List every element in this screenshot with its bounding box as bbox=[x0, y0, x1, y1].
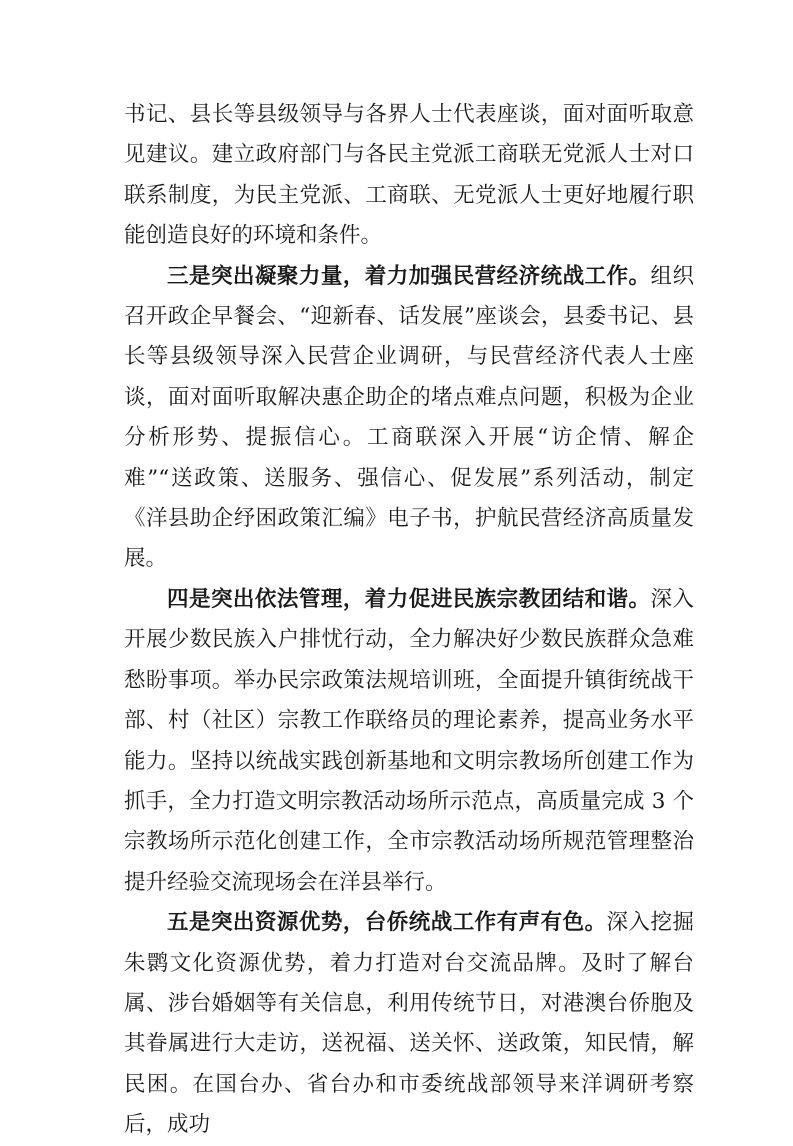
paragraph-body: 书记、县长等县级领导与各界人士代表座谈，面对面听取意见建议。建立政府部门与各民主党派工商联无党派人士对口联系制度，为民主党派、工商联、无党派人士更好地履行职能创造良好的环境和条件。 bbox=[124, 102, 694, 249]
paragraph-taiwan-overseas bbox=[124, 903, 694, 1145]
paragraph-ethnic-religious bbox=[124, 580, 694, 903]
paragraph-lead-heading: 三是突出凝聚力量，着力加强民营经济统战工作。 bbox=[167, 263, 651, 289]
document-body bbox=[124, 95, 694, 1146]
paragraph-private-economy bbox=[124, 257, 694, 580]
paragraph-body: 组织召开政企早餐会、“迎新春、话发展”座谈会，县委书记、县长等县级领导深入民营企业调研，与民营经济代表人士座谈，面对面听取解决惠企助企的堵点难点问题，积极为企业分析形势、提振信心。工商联深入开展“访企情、解企难”“送政策、送服务、强信心、促发展”系列活动，制定《洋县助企纾困政策汇编》电子书，护航民营经济高质量发展。 bbox=[124, 263, 694, 572]
paragraph-lead-heading: 五是突出资源优势，台侨统战工作有声有色。 bbox=[167, 910, 607, 936]
paragraph-lead-heading: 四是突出依法管理，着力促进民族宗教团结和谐。 bbox=[167, 586, 651, 612]
paragraph-continuation bbox=[124, 95, 694, 257]
paragraph-body: 深入挖掘朱鹮文化资源优势，着力打造对台交流品牌。及时了解台属、涉台婚姻等有关信息，利用传统节日，对港澳台侨胞及其眷属进行大走访，送祝福、送关怀、送政策，知民情，解民困。在国台办、省台办和市委统战部领导来洋调研考察后，成功 bbox=[124, 910, 694, 1138]
paragraph-body: 深入开展少数民族入户排忧行动，全力解决好少数民族群众急难愁盼事项。举办民宗政策法规培训班，全面提升镇街统战干部、村（社区）宗教工作联络员的理论素养，提高业务水平能力。坚持以统战实践创新基地和文明宗教场所创建工作为抓手，全力打造文明宗教活动场所示范点，高质量完成 3 个宗教场所示范化创建工作，全市宗教活动场所规范管理整治提升经验交流现场会在洋县举行。 bbox=[124, 586, 694, 895]
